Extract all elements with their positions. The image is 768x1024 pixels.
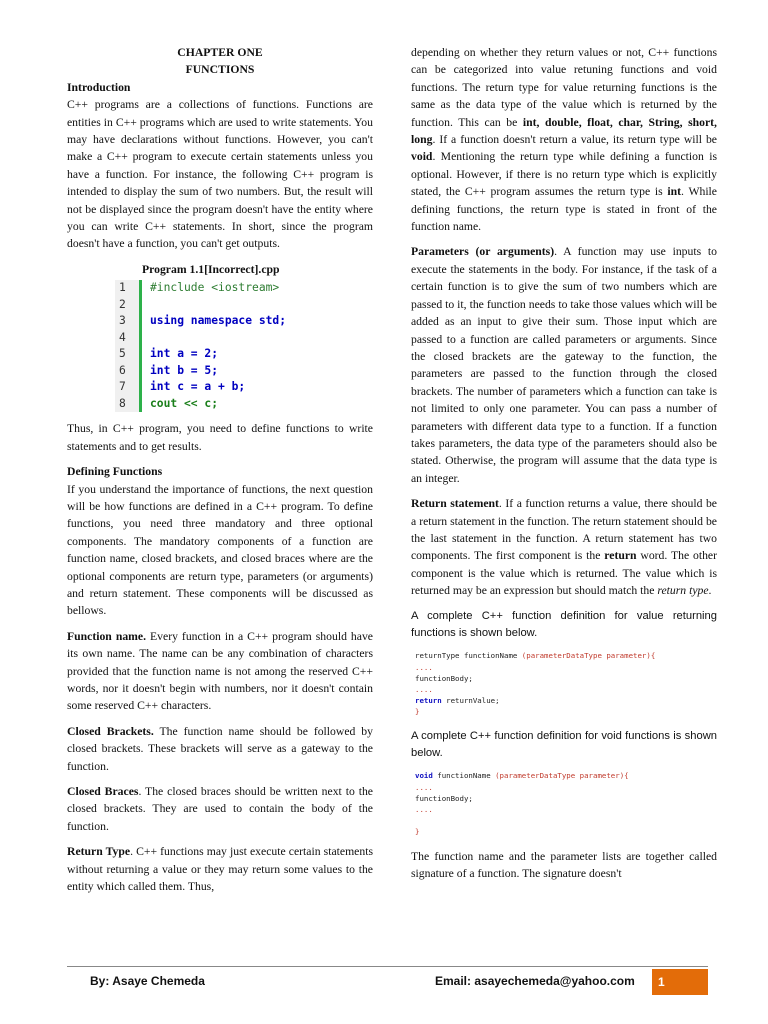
return-type-continued — [411, 44, 717, 235]
text: . — [708, 584, 712, 598]
code-text: .... — [415, 662, 433, 672]
code-text: functionName — [432, 771, 496, 781]
text: . While defining functions, the return type is stated in front of the function name. — [411, 185, 717, 234]
text: depending on whether they return values or not, C++ functions can be categorized into value retuning functions and void functions. The return type for value returning functions is the same as the data type of the value which is returned by the function. This can be — [411, 46, 717, 129]
code-line-5 — [115, 346, 373, 363]
code-keyword: void — [415, 771, 433, 781]
text: . If a function returns a value, there should be a return statement in the function. The return statement should be the last statement in the function. A return statement has two components. The first component is the — [411, 497, 717, 563]
page-number: 1 — [652, 969, 708, 995]
code-text: .... — [415, 805, 433, 815]
code-text: (parameterDataType parameter){ — [495, 771, 629, 781]
value-function-intro: A complete C++ function definition for value returning functions is shown below. — [411, 609, 717, 639]
code-block-value-function — [415, 650, 717, 717]
code-text: returnType functionName — [415, 651, 522, 661]
code-text: } — [415, 827, 420, 837]
code-text: cout << c; — [150, 396, 219, 410]
text: . Mentioning the return type while defining a function is optional. However, if there is no return type which is explicitly stated, the C++ program assumes the return type is — [411, 150, 717, 199]
closed-braces-paragraph — [67, 783, 373, 835]
code-text: (parameterDataType parameter){ — [521, 651, 656, 661]
chapter-subtitle: FUNCTIONS — [185, 63, 255, 77]
function-name-paragraph — [67, 628, 373, 715]
footer-author: By: Asaye Chemeda — [90, 974, 205, 988]
code-line-6 — [115, 363, 373, 380]
code-text: functionBody; — [415, 673, 473, 683]
code-text: using namespace std; — [150, 314, 287, 328]
data-types: int, double, float, char, String, short, long — [411, 115, 717, 147]
after-code-paragraph: Thus, in C++ program, you need to define functions to write statements and to get results. — [67, 422, 373, 453]
parameters-label: Parameters (or arguments) — [411, 245, 555, 259]
line-number: 1 — [115, 280, 142, 297]
parameters-paragraph — [411, 243, 717, 487]
code-line-2 — [115, 297, 373, 314]
line-number: 8 — [115, 396, 142, 413]
line-number: 2 — [115, 297, 142, 314]
code-text: int c = a + b; — [150, 380, 246, 394]
right-column — [411, 44, 717, 890]
return-statement-paragraph — [411, 495, 717, 599]
code-line-8 — [115, 396, 373, 413]
function-name-label: Function name. — [67, 629, 147, 643]
line-number: 3 — [115, 313, 142, 330]
chapter-title: CHAPTER ONE — [177, 46, 263, 59]
closed-braces-label: Closed Braces — [67, 785, 139, 798]
return-type-paragraph — [67, 843, 373, 895]
page-footer — [67, 966, 708, 1001]
defining-paragraph: If you understand the importance of functions, the next question will be how functions are defined in a C++ program. To define functions, you need three mandatory and three optional components. The mandatory components of a function are function name, closed brackets, and closed braces where are the optional components are return type, parameters (or arguments) and return statement. These components will be discussed as bellows. — [67, 482, 373, 618]
code-text: int a = 2; — [150, 347, 219, 361]
code-line-4 — [115, 330, 373, 347]
line-number: 5 — [115, 346, 142, 363]
closed-brackets-paragraph — [67, 723, 373, 775]
code-text: returnValue; — [441, 696, 500, 706]
code-text: .... — [415, 782, 433, 792]
line-number: 4 — [115, 330, 142, 347]
line-number: 6 — [115, 363, 142, 380]
int-keyword: int — [667, 185, 682, 199]
code-line-7 — [115, 379, 373, 396]
footer-email: Email: asayechemeda@yahoo.com — [435, 974, 635, 988]
closed-brackets-label: Closed Brackets. — [67, 724, 154, 738]
parameters-text: . A function may use inputs to execute the statements in the body. For instance, if the task of a certain function is to give the sum of two numbers which are passed to it, the function needs to take those values which will be added as an input to give their sum. Those input which are passed to a function are called parameters or arguments. Since the closed brackets are the gateway to the function, the parameters are passed to the function through the closed brackets. The number of parameters which a function can take is not limited to only one parameter. You can pass a number of parameters with different data type to a function. If a function takes parameters, the data type of the parameters should also be stated. Otherwise, the program will assume that the data type is an integer. — [411, 245, 717, 485]
return-word: return — [604, 549, 637, 563]
code-text — [142, 330, 150, 347]
code-text: functionBody; — [415, 793, 473, 803]
code-keyword: return — [415, 696, 442, 706]
code-text — [142, 297, 150, 314]
signature-paragraph: The function name and the parameter lists are together called signature of a function. The signature doesn't — [411, 849, 717, 881]
return-type-italic: return type — [657, 584, 709, 598]
defining-heading: Defining Functions — [67, 465, 163, 479]
code-block-program-1-1 — [115, 280, 373, 412]
line-number: 7 — [115, 379, 142, 396]
code-block-void-function — [415, 770, 717, 837]
return-statement-label: Return statement — [411, 497, 499, 511]
program-title: Program 1.1[Incorrect].cpp — [142, 262, 280, 276]
code-line-3 — [115, 313, 373, 330]
code-text: } — [415, 707, 420, 717]
code-text: int b = 5; — [150, 363, 219, 377]
intro-paragraph: C++ programs are a collections of functions. Functions are entities in C++ programs which are used to write statements. You may have declarations without functions. However, you can't make a C++ program to execute certain statements unless you have a function. For instance, the following C++ program is intended to display the sum of two numbers. But, the result will not be displayed since the program doesn't have the entity where you can write C++ statements. In short, since the program doesn't have a function, you can't get outputs. — [67, 98, 373, 251]
text: word. The other component is the value which is returned. The value which is returned may be an expression but should match the — [411, 549, 717, 598]
code-line-1 — [115, 280, 373, 297]
left-column — [67, 44, 373, 903]
closed-braces-text: . The closed braces should be written next to the closed brackets. They are used to contain the body of the function. — [67, 785, 373, 833]
code-text: #include <iostream> — [150, 281, 280, 295]
return-type-label: Return Type — [67, 845, 131, 859]
return-type-text: . C++ functions may just execute certain statements without returning a value or they may return some values to the entity which called them. Thus, — [67, 845, 373, 894]
intro-heading: Introduction — [67, 80, 131, 94]
text: . If a function doesn't return a value, its return type will be — [432, 133, 717, 147]
closed-brackets-text: The function name should be followed by closed brackets. These brackets will serve as a gateway to the function. — [67, 724, 373, 773]
function-name-text: Every function in a C++ program should have its own name. The name can be any combination of characters provided that the function name is not among the reserved C++ words, nor it doesn't begin with numbers, nor it doesn't contain some reserved C++ characters. — [67, 629, 373, 713]
void-keyword: void — [411, 150, 433, 164]
code-text: .... — [415, 685, 433, 695]
void-function-intro: A complete C++ function definition for void functions is shown below. — [411, 729, 717, 760]
